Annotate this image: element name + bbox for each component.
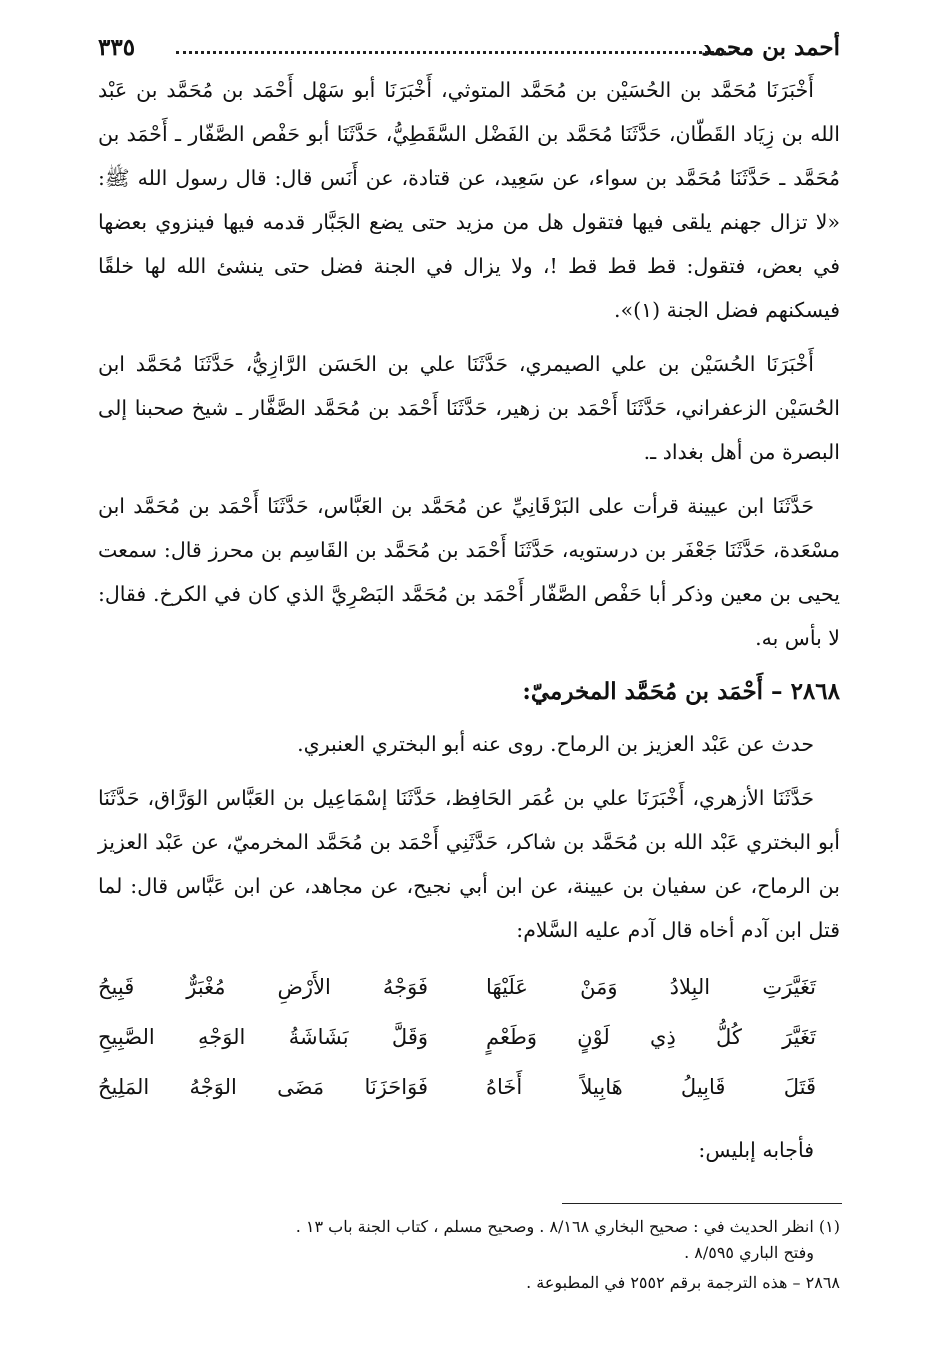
footnote-1: (١) انظر الحديث في : صحيح البخاري ٨/١٦٨ . وصحيح مسلم ، كتاب الجنة باب ١٣ . bbox=[295, 1217, 840, 1236]
paragraph-entry-chain: حَدَّثَنَا الأزهري، أَخْبَرَنَا علي بن عُمَر الحَافِظ، حَدَّثَنَا إسْمَاعِيل بن العَبَّاس الوَرَّاق، حَدَّثَنَا أبو البختري عَبْد الله بن مُحَمَّد بن شاكر، حَدَّثَنِي أَحْمَد بن مُحَمَّد المخرميّ، عن عَبْد العزيز بن الرماح، عن سفيان بن عيينة، عن ابن أبي نجيح، عن مجاهد، عن ابن عَبَّاس قال: لما قتل ابن آدم أخاه قال آدم عليه السَّلام: bbox=[98, 786, 840, 942]
header-title: أحمد بن محمد bbox=[701, 34, 840, 61]
footnote-1-continuation: وفتح الباري ٨/٥٩٥ . bbox=[684, 1243, 814, 1262]
footnote-entry-note: ٢٨٦٨ – هذه الترجمة برقم ٢٥٥٢ في المطبوعة . bbox=[526, 1273, 840, 1292]
poem-verses bbox=[98, 962, 840, 1112]
paragraph-hadith-jahannam: أَخْبَرَنَا مُحَمَّد بن الحُسَيْن بن مُحَمَّد المتوثي، أَخْبَرَنَا أبو سَهْل أَحْمَد بن مُحَمَّد بن عَبْد الله بن زِيَاد القَطّان، حَدَّثَنَا مُحَمَّد بن الفَضْل السَّقَطِيُّ، حَدَّثَنَا أبو حَفْص الصَّفّار ـ أَحْمَد بن مُحَمَّد ـ حَدَّثَنَا مُحَمَّد بن سواء، عن سَعِيد، عن قتادة، عن أَنَس قال: قال رسول الله ﷺ: «لا تزال جهنم يلقى فيها فتقول هل من مزيد حتى يضع الجَبَّار قدمه فيها فينزوي بعضها في بعض، فتقول: قط قط قط !، ولا يزال في الجنة فضل حتى ينشئ الله لها خلقًا فيسكنهم فضل الجنة (١)». bbox=[98, 78, 840, 322]
footnote-separator bbox=[562, 1203, 842, 1204]
running-header bbox=[98, 34, 840, 64]
page-body bbox=[98, 68, 840, 1172]
verse-first-hemistich: تَغَيَّرَتِ البِلادُ وَمَنْ عَلَيْهَا bbox=[486, 975, 816, 999]
closing-line: فأجابه إبليس: bbox=[698, 1138, 814, 1162]
paragraph-ibn-maeen: حَدَّثَنَا ابن عيينة قرأت على البَرْقَانِيِّ عن مُحَمَّد بن العَبَّاس، حَدَّثَنَا أَحْمَد بن مُحَمَّد ابن مسْعَدة، حَدَّثَنَا جَعْفَر بن درستويه، حَدَّثَنَا أَحْمَد بن مُحَمَّد بن القَاسِم بن محرز قال: سمعت يحيى بن معين وذكر أبا حَفْص الصَّفّار أَحْمَد بن مُحَمَّد البَصْرِيَّ الذي كان في الكرخ. فقال: لا بأس به. bbox=[98, 494, 840, 650]
footnotes bbox=[98, 1214, 840, 1296]
verse-first-hemistich: قَتَلَ قَابِيلُ هَابِيلاً أَخَاهُ bbox=[486, 1075, 816, 1099]
paragraph-entry-intro: حدث عن عَبْد العزيز بن الرماح. روى عنه أبو البختري العنبري. bbox=[297, 732, 814, 756]
page-number: ٣٣٥ bbox=[98, 34, 136, 61]
verse-first-hemistich: تَغَيَّرَ كُلُّ ذِي لَوْنٍ وَطَعْمٍ bbox=[486, 1025, 816, 1049]
paragraph-saffar-sheikh: أَخْبَرَنَا الحُسَيْن بن علي الصيمري، حَدَّثَنَا علي بن الحَسَن الرَّازِيُّ، حَدَّثَنَا مُحَمَّد ابن الحُسَيْن الزعفراني، حَدَّثَنَا أَحْمَد بن زهير، حَدَّثَنَا أَحْمَد بن مُحَمَّد الصَّفَّار ـ شيخ صحبنا إلى البصرة من أهل بغداد ـ. bbox=[98, 352, 840, 464]
verse-line bbox=[98, 1062, 816, 1112]
header-dotted-leader bbox=[176, 51, 732, 54]
entry-heading: ٢٨٦٨ – أَحْمَد بن مُحَمَّد المخرميّ: bbox=[522, 678, 840, 705]
verse-second-hemistich: فَوَجْهُ الأَرْضِ مُغْبَرٌّ قَبِيحُ bbox=[98, 975, 428, 999]
verse-line bbox=[98, 1012, 816, 1062]
verse-line bbox=[98, 962, 816, 1012]
verse-second-hemistich: فَوَاحَزَنَا مَضَى الوَجْهُ المَلِيحُ bbox=[98, 1075, 428, 1099]
verse-second-hemistich: وَقَلَّ بَشَاشَةُ الوَجْهِ الصَّبِيحِ bbox=[98, 1025, 428, 1049]
